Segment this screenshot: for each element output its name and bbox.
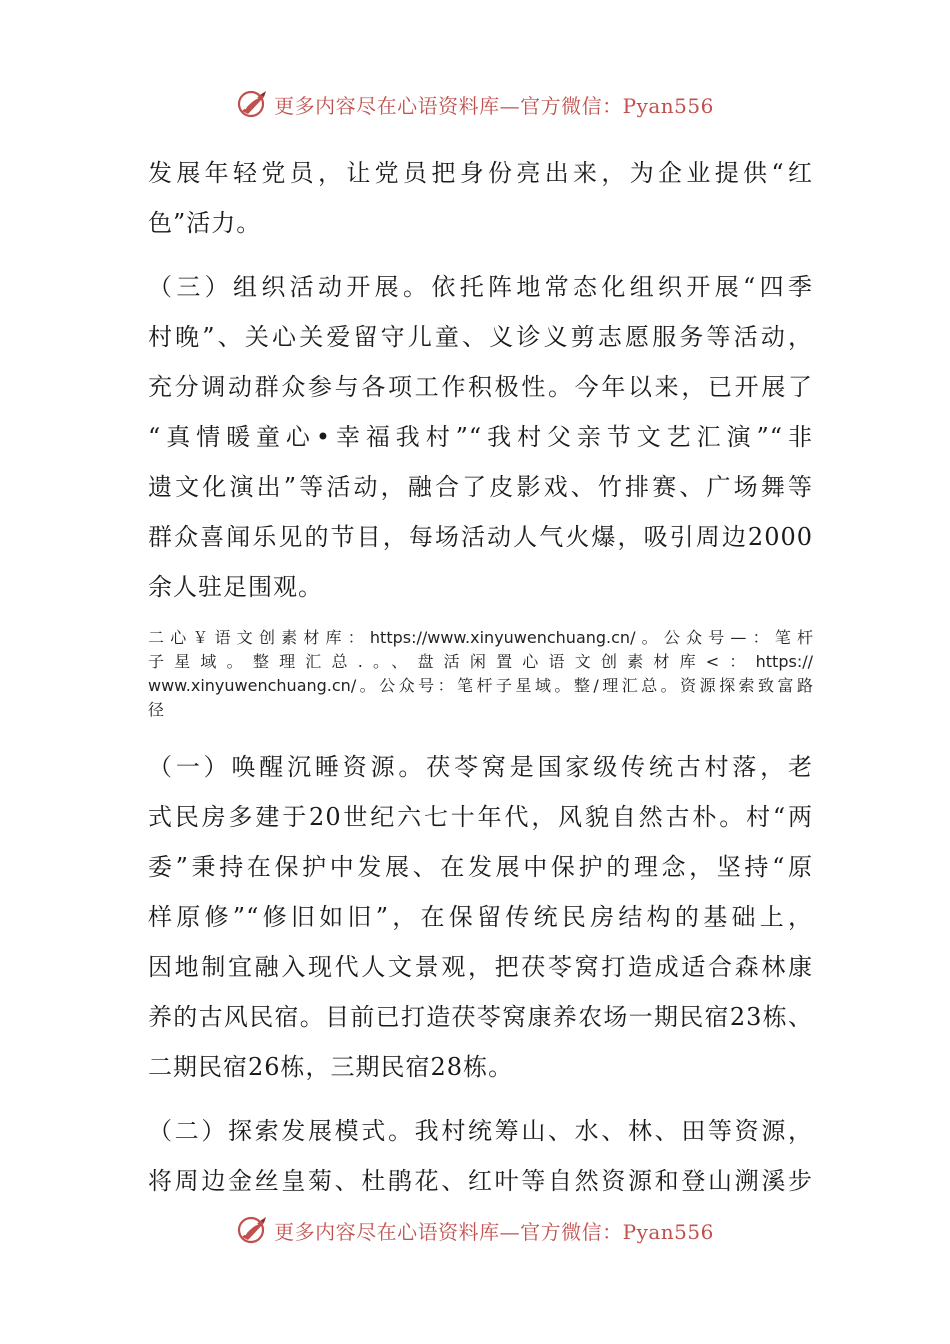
paragraph [148, 262, 813, 612]
text-line: 遗文化演出”等活动，融合了皮影戏、竹排赛、广场舞等 [148, 473, 813, 501]
header-banner-text: 更多内容尽在心语资料库—官方微信：Pyan556 [274, 93, 714, 118]
source-notice [148, 626, 813, 722]
pen-logo-icon [236, 1213, 270, 1247]
text-line: 将周边金丝皇菊、杜鹃花、红叶等自然资源和登山溯溪步 [148, 1167, 813, 1195]
text-line: 村晚”、关心关爱留守儿童、义诊义剪志愿服务等活动， [148, 323, 813, 351]
notice-line: 径 [148, 700, 165, 719]
text-line: 养的古风民宿。目前已打造茯苓窝康养农场一期民宿23栋、 [148, 1003, 813, 1031]
notice-line: 子星域。整理汇总.。、盘活闲置心语文创素材库<：https:// [148, 652, 813, 671]
paragraph [148, 148, 813, 248]
footer-banner-text: 更多内容尽在心语资料库—官方微信：Pyan556 [274, 1219, 714, 1244]
text-line: （三）组织活动开展。依托阵地常态化组织开展“四季 [148, 273, 813, 301]
paragraph [148, 742, 813, 1092]
text-line: 余人驻足围观。 [148, 573, 323, 601]
pen-logo-icon [236, 87, 270, 121]
text-line: 因地制宜融入现代人文景观，把茯苓窝打造成适合森林康 [148, 953, 813, 981]
header-banner [0, 84, 950, 124]
text-line: 委”秉持在保护中发展、在发展中保护的理念，坚持“原 [148, 853, 813, 881]
text-line: 式民房多建于20世纪六七十年代，风貌自然古朴。村“两 [148, 803, 813, 831]
text-line: 二期民宿26栋，三期民宿28栋。 [148, 1053, 514, 1081]
text-line: 样原修”“修旧如旧”，在保留传统民房结构的基础上， [148, 903, 813, 931]
text-line: 充分调动群众参与各项工作积极性。今年以来，已开展了 [148, 373, 813, 401]
document-body [148, 148, 813, 1206]
text-line: （二）探索发展模式。我村统筹山、水、林、田等资源， [148, 1117, 813, 1145]
notice-line: 二心￥语文创素材库：https://www.xinyuwenchuang.cn/。公众号—：笔杆 [148, 628, 813, 647]
footer-banner [0, 1210, 950, 1250]
text-line: “真情暖童心•幸福我村”“我村父亲节文艺汇演”“非 [148, 423, 813, 451]
notice-line: www.xinyuwenchuang.cn/。公众号：笔杆子星域。整/理汇总。资源探索致富路 [148, 676, 813, 695]
text-line: 发展年轻党员，让党员把身份亮出来，为企业提供“红 [148, 159, 813, 187]
text-line: 色”活力。 [148, 209, 262, 237]
text-line: （一）唤醒沉睡资源。茯苓窝是国家级传统古村落，老 [148, 753, 813, 781]
paragraph [148, 1106, 813, 1206]
text-line: 群众喜闻乐见的节目，每场活动人气火爆，吸引周边2000 [148, 523, 813, 551]
